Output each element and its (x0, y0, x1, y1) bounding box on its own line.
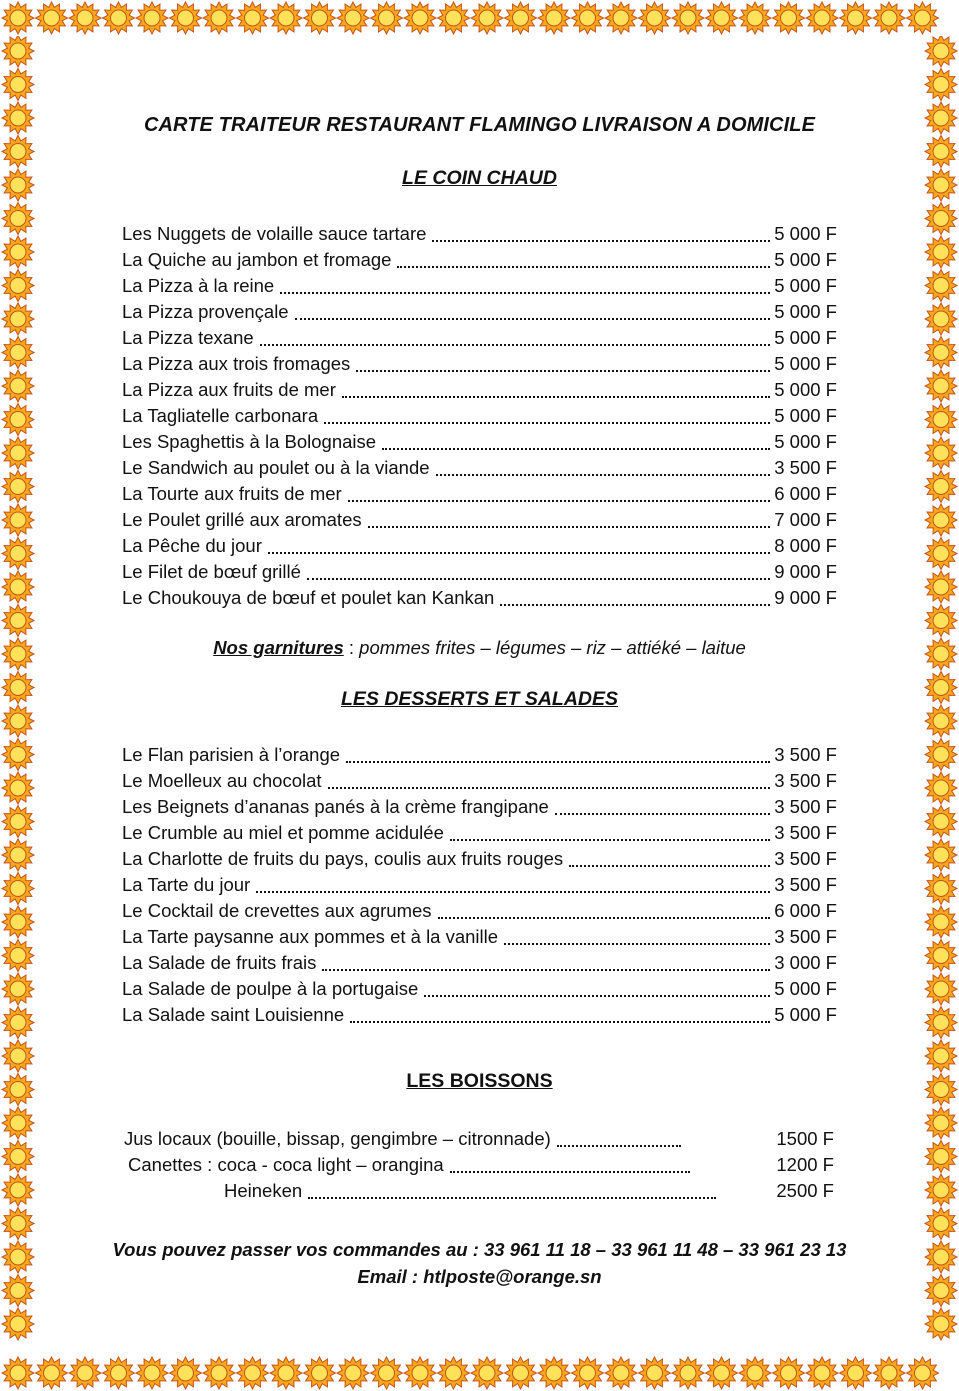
sun-icon (203, 2, 235, 34)
sun-icon (404, 1357, 436, 1389)
sun-border-bottom (0, 1355, 959, 1391)
list-item (122, 870, 837, 896)
sun-icon (270, 1357, 302, 1389)
garnish-separator: : (343, 637, 360, 658)
sun-icon (2, 1074, 34, 1106)
dish-price: 3 000 F (774, 951, 837, 973)
dish-name: La Salade saint Louisienne (122, 1003, 345, 1025)
sun-icon (136, 2, 168, 34)
sun-icon (471, 1357, 503, 1389)
page-title: CARTE TRAITEUR RESTAURANT FLAMINGO LIVRAISON A DOMICILE (143, 114, 816, 136)
sun-icon (873, 2, 905, 34)
list-item (122, 505, 837, 531)
sun-icon (69, 1357, 101, 1389)
sun-icon (270, 2, 302, 34)
sun-icon (2, 772, 34, 804)
sun-icon (2, 672, 34, 704)
dish-price: 5 000 F (774, 274, 837, 296)
dish-price: 5 000 F (774, 326, 837, 348)
garnish-label: Nos garnitures (213, 637, 344, 658)
sun-icon (2, 571, 34, 603)
drinks-list (124, 1124, 834, 1202)
sun-icon (925, 806, 957, 838)
list-item (122, 896, 837, 922)
drink-name: Jus locaux (bouille, bissap, gengimbre – citronnade) (124, 1127, 551, 1149)
sun-icon (925, 1174, 957, 1206)
sun-icon (2, 1107, 34, 1139)
desserts-list (122, 740, 837, 1026)
sun-icon (438, 2, 470, 34)
sun-icon (925, 337, 957, 369)
sun-icon (2, 437, 34, 469)
sun-icon (925, 906, 957, 938)
dish-name: Le Poulet grillé aux aromates (122, 508, 362, 530)
drink-price: 1500 F (776, 1127, 834, 1149)
sun-icon (925, 36, 957, 67)
sun-icon (103, 1357, 135, 1389)
drink-price: 1200 F (776, 1153, 834, 1175)
sun-icon (925, 772, 957, 804)
dish-price: 6 000 F (774, 482, 837, 504)
sun-icon (203, 1357, 235, 1389)
dish-name: La Salade de poulpe à la portugaise (122, 977, 419, 999)
dish-name: La Pizza provençale (122, 300, 289, 322)
hot-dishes-list (122, 219, 837, 609)
sun-icon (69, 2, 101, 34)
sun-icon (925, 705, 957, 737)
list-item (122, 844, 837, 870)
dish-price: 5 000 F (774, 977, 837, 999)
sun-icon (538, 2, 570, 34)
sun-icon (103, 2, 135, 34)
sun-icon (2, 337, 34, 369)
sun-icon (2, 1275, 34, 1307)
sun-icon (2, 1007, 34, 1039)
list-item (122, 948, 837, 974)
sun-icon (925, 1141, 957, 1173)
dish-price: 5 000 F (774, 248, 837, 270)
sun-icon (925, 270, 957, 302)
dish-name: Les Beignets d’ananas panés à la crème frangipane (122, 795, 549, 817)
list-item (122, 792, 837, 818)
sun-icon (371, 1357, 403, 1389)
sun-icon (505, 2, 537, 34)
sun-icon (572, 2, 604, 34)
dish-name: La Pêche du jour (122, 534, 262, 556)
list-item (122, 557, 837, 583)
dish-price: 3 500 F (774, 456, 837, 478)
sun-icon (925, 1308, 957, 1340)
dish-name: Le Filet de bœuf grillé (122, 560, 301, 582)
dish-price: 5 000 F (774, 430, 837, 452)
sun-icon (2, 69, 34, 101)
sun-icon (706, 1357, 738, 1389)
dish-price: 3 500 F (774, 925, 837, 947)
list-item (122, 531, 837, 557)
dish-name: Le Sandwich au poulet ou à la viande (122, 456, 430, 478)
dish-name: La Pizza aux trois fromages (122, 352, 351, 374)
list-item (124, 1176, 834, 1202)
dish-price: 3 500 F (774, 769, 837, 791)
sun-icon (925, 1107, 957, 1139)
sun-icon (2, 303, 34, 335)
list-item (122, 766, 837, 792)
dish-price: 5 000 F (774, 222, 837, 244)
list-item (122, 375, 837, 401)
dish-price: 3 500 F (774, 847, 837, 869)
dish-name: La Tagliatelle carbonara (122, 404, 319, 426)
sun-icon (925, 471, 957, 503)
sun-icon (925, 303, 957, 335)
list-item (122, 245, 837, 271)
contact-phones: Vous pouvez passer vos commandes au : 33 961 11 18 – 33 961 11 48 – 33 961 23 13 (112, 1239, 847, 1260)
sun-icon (2, 136, 34, 168)
sun-icon (170, 1357, 202, 1389)
sun-icon (925, 571, 957, 603)
sun-icon (471, 2, 503, 34)
drink-name: Canettes : coca - coca light – orangina (128, 1153, 444, 1175)
sun-icon (773, 2, 805, 34)
dish-name: Le Moelleux au chocolat (122, 769, 322, 791)
contact-info (40, 1236, 919, 1290)
sun-icon (237, 2, 269, 34)
dish-name: Les Spaghettis à la Bolognaise (122, 430, 377, 452)
menu-page (40, 40, 919, 1351)
sun-icon (925, 504, 957, 536)
sun-icon (2, 940, 34, 972)
sun-icon (2, 739, 34, 771)
list-item (122, 219, 837, 245)
sun-icon (806, 1357, 838, 1389)
sun-icon (672, 1357, 704, 1389)
garnish-items: pommes frites – légumes – riz – attiéké – laitue (359, 637, 746, 658)
dish-name: La Charlotte de fruits du pays, coulis aux fruits rouges (122, 847, 564, 869)
sun-icon (739, 1357, 771, 1389)
list-item (124, 1150, 834, 1176)
sun-icon (2, 806, 34, 838)
sun-icon (925, 136, 957, 168)
sun-icon (170, 2, 202, 34)
sun-icon (2, 1040, 34, 1072)
sun-icon (840, 2, 872, 34)
sun-icon (806, 2, 838, 34)
sun-icon (605, 2, 637, 34)
sun-icon (925, 69, 957, 101)
sun-icon (2, 102, 34, 134)
sun-icon (925, 1208, 957, 1240)
sun-icon (304, 2, 336, 34)
sun-icon (925, 102, 957, 134)
dish-name: Le Choukouya de bœuf et poulet kan Kankan (122, 586, 495, 608)
sun-icon (925, 404, 957, 436)
sun-icon (907, 1357, 939, 1389)
sun-icon (605, 1357, 637, 1389)
sun-icon (2, 605, 34, 637)
sun-icon (907, 2, 939, 34)
sun-icon (2, 471, 34, 503)
sun-icon (2, 203, 34, 235)
sun-icon (572, 1357, 604, 1389)
sun-icon (925, 1241, 957, 1273)
sun-icon (2, 1357, 34, 1389)
sun-icon (2, 1241, 34, 1273)
dish-name: Le Cocktail de crevettes aux agrumes (122, 899, 432, 921)
dish-price: 5 000 F (774, 1003, 837, 1025)
sun-icon (538, 1357, 570, 1389)
sun-icon (2, 404, 34, 436)
sun-border-left (0, 36, 36, 1355)
dish-name: Le Flan parisien à l’orange (122, 743, 341, 765)
dish-name: La Pizza texane (122, 326, 254, 348)
sun-icon (2, 1308, 34, 1340)
sun-icon (840, 1357, 872, 1389)
sun-icon (304, 1357, 336, 1389)
sun-icon (925, 169, 957, 201)
dish-price: 9 000 F (774, 586, 837, 608)
sun-icon (925, 739, 957, 771)
sun-icon (136, 1357, 168, 1389)
sun-icon (404, 2, 436, 34)
sun-icon (639, 2, 671, 34)
section-title-hot: LE COIN CHAUD (402, 167, 557, 189)
sun-icon (925, 437, 957, 469)
sun-icon (2, 839, 34, 871)
dish-price: 3 500 F (774, 743, 837, 765)
sun-icon (925, 873, 957, 905)
drink-price: 2500 F (776, 1179, 834, 1201)
sun-icon (2, 1174, 34, 1206)
sun-icon (925, 236, 957, 268)
dish-price: 3 500 F (774, 795, 837, 817)
sun-icon (639, 1357, 671, 1389)
dish-price: 5 000 F (774, 404, 837, 426)
list-item (122, 271, 837, 297)
sun-icon (337, 1357, 369, 1389)
sun-icon (438, 1357, 470, 1389)
sun-icon (2, 1208, 34, 1240)
list-item (122, 297, 837, 323)
sun-icon (925, 1040, 957, 1072)
sun-icon (36, 2, 68, 34)
list-item (122, 479, 837, 505)
list-item (122, 818, 837, 844)
sun-icon (2, 169, 34, 201)
sun-icon (2, 638, 34, 670)
dish-name: La Salade de fruits frais (122, 951, 317, 973)
sun-icon (925, 1074, 957, 1106)
list-item (122, 453, 837, 479)
dish-price: 5 000 F (774, 352, 837, 374)
list-item (122, 401, 837, 427)
list-item (122, 1000, 837, 1026)
sun-icon (2, 2, 34, 34)
sun-icon (925, 638, 957, 670)
sun-icon (925, 605, 957, 637)
dish-price: 8 000 F (774, 534, 837, 556)
dish-price: 5 000 F (774, 378, 837, 400)
sun-icon (672, 2, 704, 34)
sun-icon (925, 839, 957, 871)
sun-icon (925, 672, 957, 704)
sun-icon (2, 504, 34, 536)
dish-name: La Quiche au jambon et fromage (122, 248, 392, 270)
dish-price: 5 000 F (774, 300, 837, 322)
list-item (122, 740, 837, 766)
sun-icon (2, 36, 34, 67)
sun-icon (2, 1141, 34, 1173)
dish-price: 3 500 F (774, 873, 837, 895)
sun-icon (2, 973, 34, 1005)
list-item (122, 323, 837, 349)
dish-name: Le Crumble au miel et pomme acidulée (122, 821, 444, 843)
sun-icon (925, 973, 957, 1005)
list-item (122, 922, 837, 948)
sun-icon (925, 1007, 957, 1039)
sun-icon (505, 1357, 537, 1389)
sun-icon (2, 538, 34, 570)
sun-icon (371, 2, 403, 34)
list-item (122, 974, 837, 1000)
dish-name: La Tarte du jour (122, 873, 251, 895)
sun-border-top (0, 0, 959, 36)
dish-name: La Tourte aux fruits de mer (122, 482, 342, 504)
dish-name: La Pizza aux fruits de mer (122, 378, 336, 400)
sun-icon (337, 2, 369, 34)
sun-icon (925, 203, 957, 235)
dish-name: La Pizza à la reine (122, 274, 275, 296)
sun-icon (706, 2, 738, 34)
sun-icon (36, 1357, 68, 1389)
dish-name: La Tarte paysanne aux pommes et à la vanille (122, 925, 499, 947)
sun-icon (2, 873, 34, 905)
sun-icon (873, 1357, 905, 1389)
sun-icon (2, 370, 34, 402)
garnish-line (40, 637, 919, 659)
dish-price: 6 000 F (774, 899, 837, 921)
section-title-desserts: LES DESSERTS ET SALADES (340, 688, 619, 710)
list-item (122, 349, 837, 375)
sun-icon (925, 940, 957, 972)
dish-name: Les Nuggets de volaille sauce tartare (122, 222, 427, 244)
sun-icon (925, 1275, 957, 1307)
list-item (124, 1124, 834, 1150)
drink-name: Heineken (224, 1179, 303, 1201)
sun-border-right (923, 36, 959, 1355)
section-title-drinks: LES BOISSONS (406, 1070, 553, 1092)
sun-icon (739, 2, 771, 34)
dish-price: 7 000 F (774, 508, 837, 530)
contact-email: Email : htlposte@orange.sn (357, 1266, 602, 1287)
sun-icon (925, 538, 957, 570)
dish-price: 3 500 F (774, 821, 837, 843)
list-item (122, 583, 837, 609)
sun-icon (2, 270, 34, 302)
sun-icon (2, 705, 34, 737)
sun-icon (2, 906, 34, 938)
sun-icon (2, 236, 34, 268)
sun-icon (237, 1357, 269, 1389)
sun-icon (925, 370, 957, 402)
sun-icon (773, 1357, 805, 1389)
dish-price: 9 000 F (774, 560, 837, 582)
list-item (122, 427, 837, 453)
